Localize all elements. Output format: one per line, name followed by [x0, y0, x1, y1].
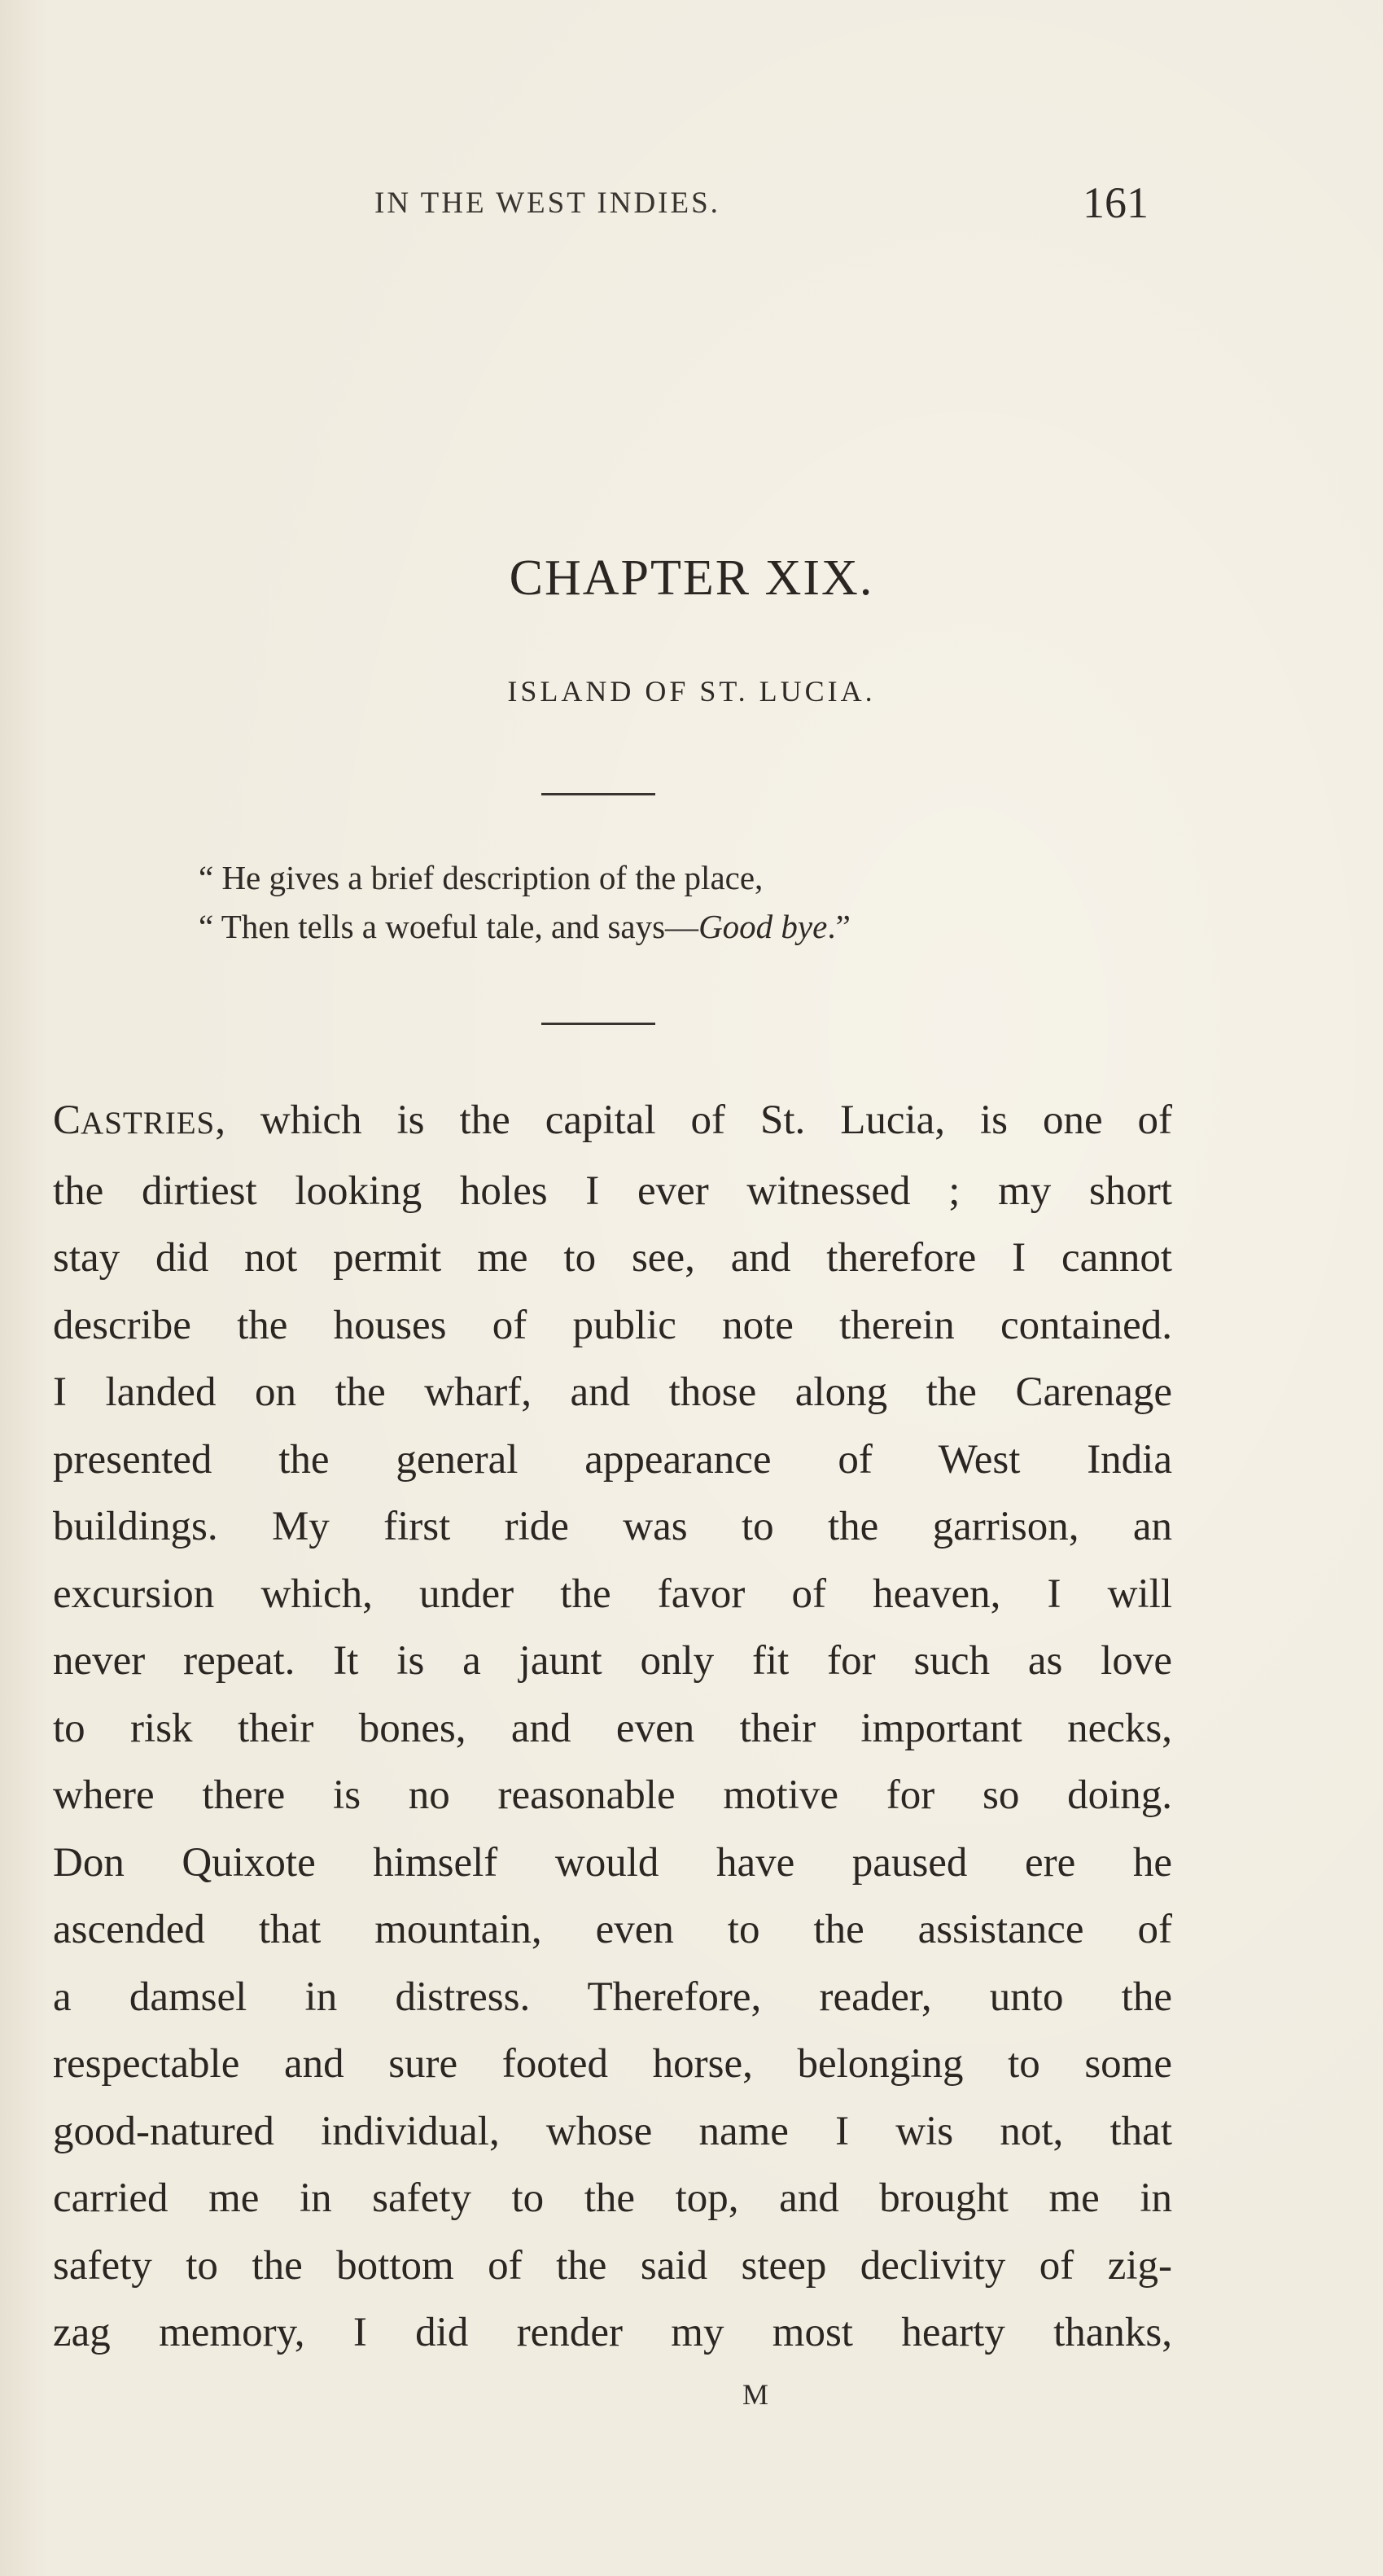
lead-small-caps: ASTRIES — [81, 1106, 216, 1141]
body-line: Don Quixote himself would have paused ere he — [53, 1839, 1172, 1886]
body-line: where there is no reasonable motive for so doing. — [53, 1772, 1172, 1818]
epigraph-line-1: “ He gives a brief description of the place, — [199, 859, 764, 896]
body-line: ascended that mountain, even to the assistance of — [53, 1907, 1172, 1952]
body-paragraph — [53, 1087, 1172, 2367]
body-line: describe the houses of public note therein contained. — [53, 1302, 1172, 1348]
divider-rule-bottom — [541, 1023, 655, 1025]
running-head: IN THE WEST INDIES. — [374, 186, 720, 220]
signature-mark: M — [742, 2378, 771, 2411]
chapter-subtitle: ISLAND OF ST. LUCIA. — [507, 675, 876, 708]
body-line-text: , which is the capital of St. Lucia, is one of — [215, 1097, 1172, 1143]
body-line: carried me in safety to the top, and brought me in — [53, 2175, 1172, 2221]
body-line: the dirtiest looking holes I ever witnessed ; my short — [53, 1168, 1172, 1214]
epigraph-line-2-prefix: “ Then tells a woeful tale, and says— — [199, 908, 699, 945]
body-line: good-natured individual, whose name I wis not, that — [53, 2108, 1172, 2154]
body-line: buildings. My first ride was to the garrison, an — [53, 1504, 1172, 1549]
body-line: stay did not permit me to see, and therefore I cannot — [53, 1235, 1172, 1281]
body-line: never repeat. It is a jaunt only fit for such as love — [53, 1638, 1172, 1684]
body-line — [53, 1087, 1172, 1158]
body-line: safety to the bottom of the said steep declivity of zig- — [53, 2242, 1172, 2289]
body-line: excursion which, under the favor of heaven, I will — [53, 1571, 1172, 1617]
divider-rule-top — [541, 793, 655, 795]
body-line: zag memory, I did render my most hearty thanks, — [53, 2310, 1172, 2355]
chapter-title: CHAPTER XIX. — [509, 550, 874, 606]
page-number: 161 — [1083, 178, 1149, 227]
body-line: presented the general appearance of West India — [53, 1436, 1172, 1483]
body-line: respectable and sure footed horse, belonging to some — [53, 2041, 1172, 2087]
epigraph-line-2 — [199, 902, 851, 951]
epigraph — [199, 853, 851, 951]
body-line: I landed on the wharf, and those along the Carenage — [53, 1369, 1172, 1415]
epigraph-line-2-suffix: .” — [827, 908, 851, 945]
epigraph-italic: Good bye — [698, 908, 828, 945]
body-line: to risk their bones, and even their important necks, — [53, 1705, 1172, 1751]
lead-initial: C — [53, 1097, 81, 1143]
body-line: a damsel in distress. Therefore, reader, unto the — [53, 1974, 1172, 2020]
